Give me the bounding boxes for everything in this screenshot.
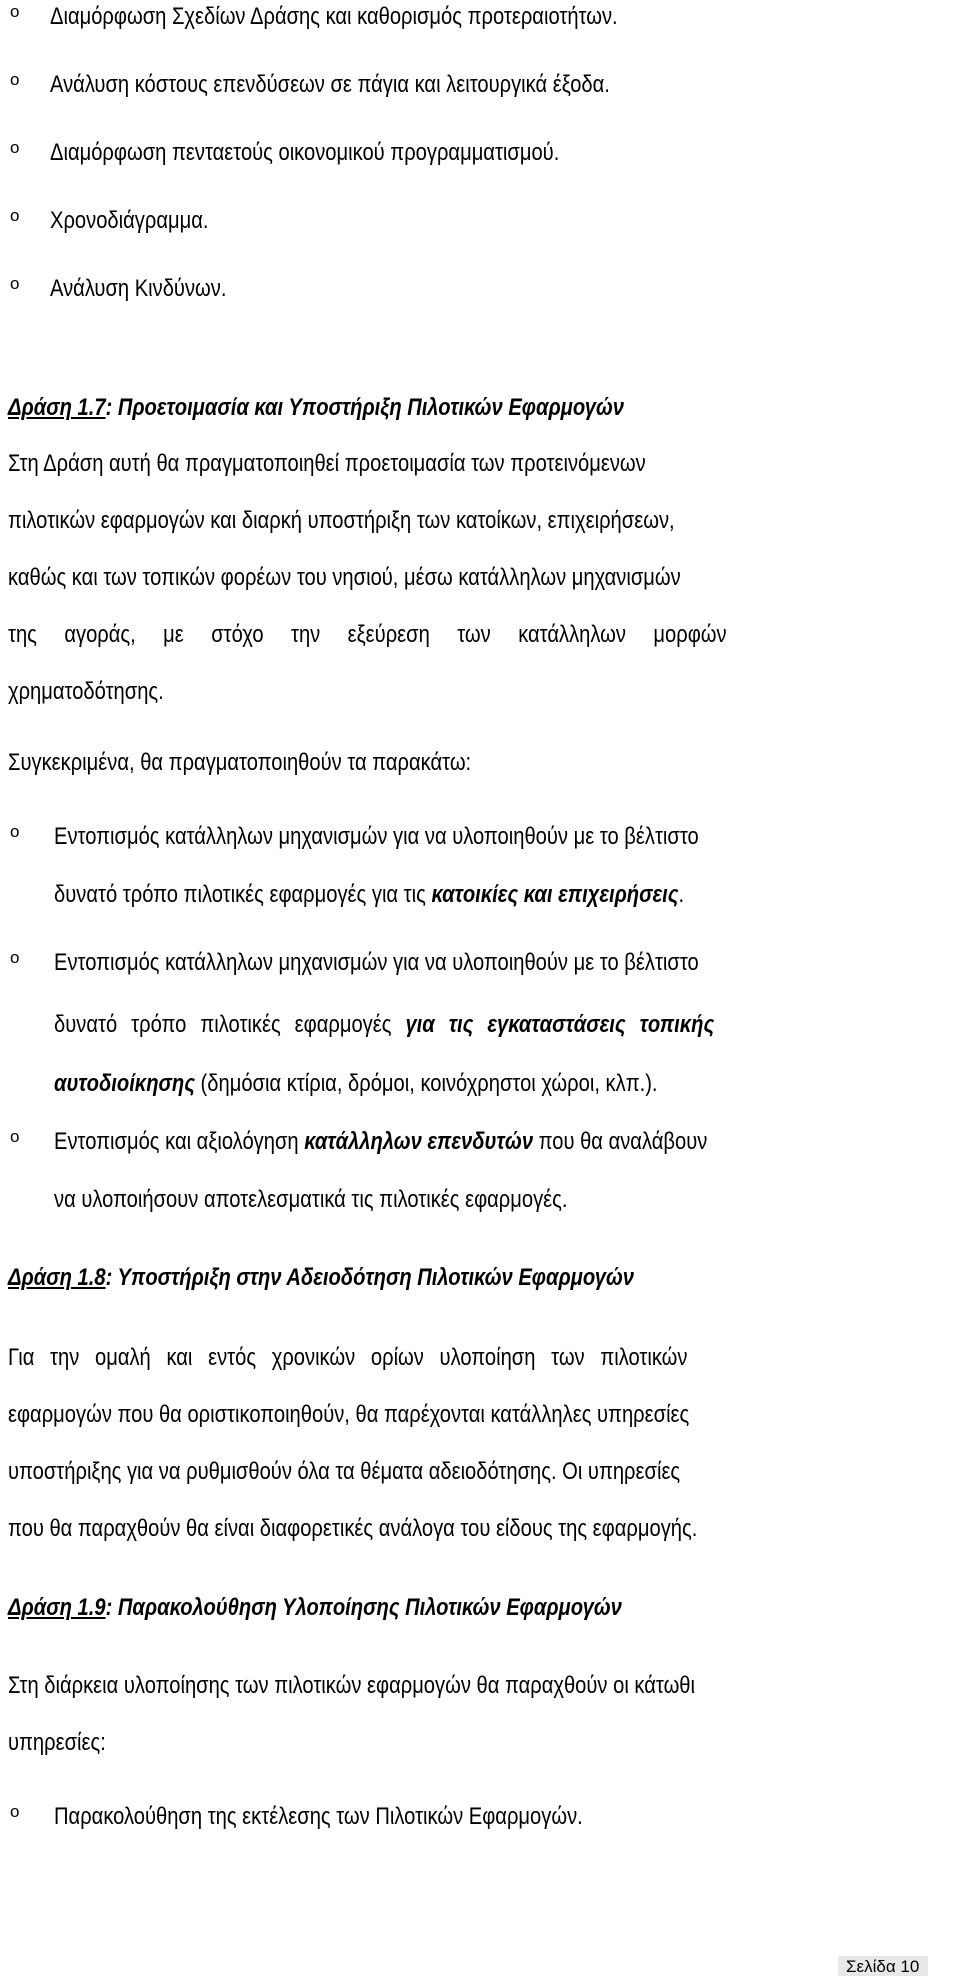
list-item: Διαμόρφωση πενταετούς οικονομικού προγραμματισμού. [50, 139, 560, 166]
paragraph-line: χρηματοδότησης. [8, 678, 164, 705]
paragraph-line: πιλοτικών εφαρμογών και διαρκή υποστήριξη των κατοίκων, επιχειρήσεων, [8, 507, 675, 534]
text-run: . [678, 881, 685, 908]
bullet-icon: o [10, 2, 20, 21]
paragraph-line: Στη Δράση αυτή θα πραγματοποιηθεί προετοιμασία των προτεινόμενων [8, 450, 646, 477]
list-item: Διαμόρφωση Σχεδίων Δράσης και καθορισμός προτεραιοτήτων. [50, 3, 618, 30]
bullet-icon: o [10, 1127, 20, 1146]
paragraph-line: υποστήριξης για να ρυθμισθούν όλα τα θέματα αδειοδότησης. Οι υπηρεσίες [8, 1458, 681, 1485]
bullet-icon: o [10, 70, 20, 89]
bullet-icon: o [10, 274, 20, 293]
bullet-icon: o [10, 206, 20, 225]
section-title: : Προετοιμασία και Υποστήριξη Πιλοτικών Εφαρμογών [105, 394, 625, 421]
section-number: Δράση 1.7 [8, 394, 106, 421]
paragraph-line: της αγοράς, με στόχο την εξεύρεση των κατάλληλων μορφών [8, 621, 727, 648]
list-item-line [54, 1069, 658, 1099]
list-item: Παρακολούθηση της εκτέλεσης των Πιλοτικών Εφαρμογών. [54, 1803, 583, 1830]
text-run: δυνατό τρόπο πιλοτικές εφαρμογές για τις [54, 881, 432, 908]
bullet-icon: o [10, 1802, 20, 1821]
list-item: Ανάλυση κόστους επενδύσεων σε πάγια και λειτουργικά έξοδα. [50, 71, 610, 98]
section-number: Δράση 1.9 [8, 1594, 106, 1621]
emphasis-text: κατάλληλων επενδυτών [304, 1128, 534, 1155]
list-item: Χρονοδιάγραμμα. [50, 207, 209, 234]
bullet-icon: o [10, 822, 20, 841]
section-heading [8, 1263, 634, 1293]
section-heading [8, 393, 624, 423]
section-number: Δράση 1.8 [8, 1264, 106, 1291]
list-item-line [54, 1010, 714, 1040]
emphasis-text: αυτοδιοίκησης [54, 1070, 195, 1097]
text-run: δυνατό τρόπο πιλοτικές εφαρμογές [54, 1011, 406, 1038]
emphasis-text: για τις εγκαταστάσεις τοπικής [405, 1011, 715, 1038]
paragraph-line: υπηρεσίες: [8, 1729, 106, 1756]
bullet-icon: o [10, 138, 20, 157]
paragraph-line: Στη διάρκεια υλοποίησης των πιλοτικών εφαρμογών θα παραχθούν οι κάτωθι [8, 1672, 696, 1699]
section-title: : Παρακολούθηση Υλοποίησης Πιλοτικών Εφαρμογών [105, 1594, 622, 1621]
paragraph-line: που θα παραχθούν θα είναι διαφορετικές ανάλογα του είδους της εφαρμογής. [8, 1515, 698, 1542]
list-item-line: Εντοπισμός κατάλληλων μηχανισμών για να υλοποιηθούν με το βέλτιστο [54, 949, 699, 976]
list-item-line: Εντοπισμός κατάλληλων μηχανισμών για να υλοποιηθούν με το βέλτιστο [54, 823, 699, 850]
paragraph-line: καθώς και των τοπικών φορέων του νησιού, μέσω κατάλληλων μηχανισμών [8, 564, 681, 591]
paragraph-line: Συγκεκριμένα, θα πραγματοποιηθούν τα παρακάτω: [8, 749, 472, 776]
list-item-line: να υλοποιήσουν αποτελεσματικά τις πιλοτικές εφαρμογές. [54, 1186, 568, 1213]
text-run: που θα αναλάβουν [533, 1128, 708, 1155]
section-heading [8, 1593, 622, 1623]
list-item-line [54, 880, 684, 910]
bullet-icon: o [10, 948, 20, 967]
emphasis-text: κατοικίες και επιχειρήσεις [431, 881, 679, 908]
list-item: Ανάλυση Κινδύνων. [50, 275, 227, 302]
text-run: (δημόσια κτίρια, δρόμοι, κοινόχρηστοι χώροι, κλπ.). [194, 1070, 658, 1097]
section-title: : Υποστήριξη στην Αδειοδότηση Πιλοτικών Εφαρμογών [105, 1264, 635, 1291]
text-run: Εντοπισμός και αξιολόγηση [54, 1128, 305, 1155]
paragraph-line: εφαρμογών που θα οριστικοποιηθούν, θα παρέχονται κατάλληλες υπηρεσίες [8, 1401, 690, 1428]
page-number: Σελίδα 10 [846, 1957, 920, 1976]
paragraph-line: Για την ομαλή και εντός χρονικών ορίων υλοποίηση των πιλοτικών [8, 1344, 688, 1371]
list-item-line [54, 1127, 707, 1157]
